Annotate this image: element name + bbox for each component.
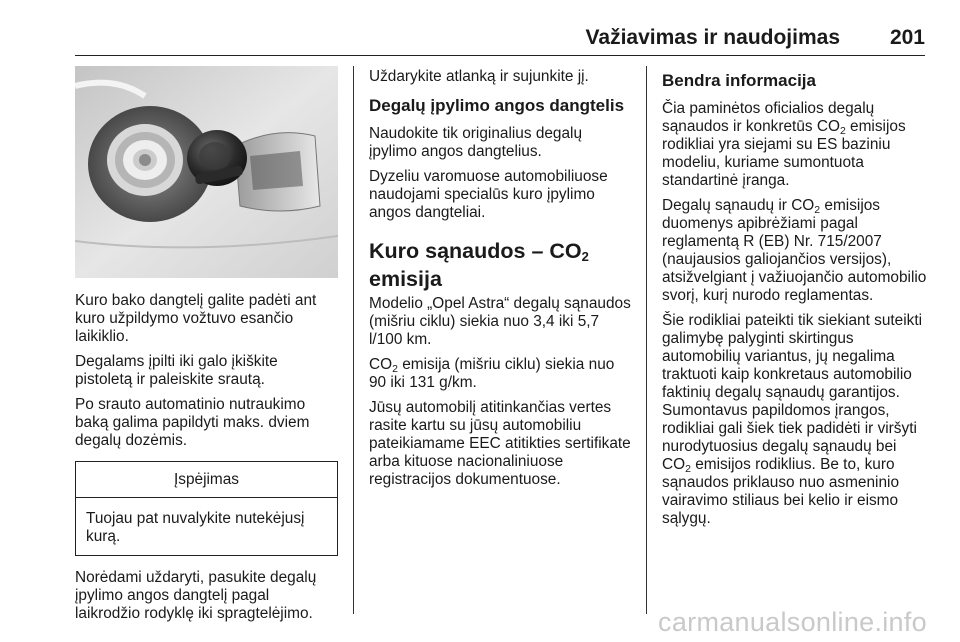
watermark: carmanualsonline.info <box>658 607 927 637</box>
warning-text: Tuojau pat nuvalykite nutekėjusį kurą. <box>86 510 305 545</box>
paragraph: Modelio „Opel Astra“ degalų sąnaudos (mišriu ciklu) siekia nuo 3,4 iki 5,7 l/100 km. <box>369 295 631 348</box>
fuel-filler-photo <box>75 66 338 278</box>
column-2 <box>369 68 634 496</box>
subheading-fuel-cap: Degalų įpylimo angos dangtelis <box>369 96 625 115</box>
paragraph: Čia paminėtos oficialios degalų sąnaudos ir konkretūs $CO_2$ emisijos rodikliai yra siejami su ES baziniu modeliu, kuriame sumontuota standartinė įranga. <box>662 100 906 189</box>
column-1 <box>75 292 338 630</box>
paragraph: Šie rodikliai pateikti tik siekiant suteikti galimybę palyginti skirtingus automobilių variantus, jų negalima traktuoti kaip konkretaus automobilio faktinių degalų sąnaudų garantijos. Sumontavus papildomos įrangos, rodikliai gali šiek tiek padidėti ir viršyti nurodytuosius degalų sąnaudų bei $CO_2$ emisijos rodiklius. Be to, kuro sąnaudos priklauso nuo asmeninio vairavimo stiliaus bei kelio ir eismo sąlygų. <box>662 312 923 527</box>
column-divider-left <box>353 66 354 614</box>
page-header <box>75 26 925 54</box>
paragraph: Norėdami uždaryti, pasukite degalų įpylimo angos dangtelį pagal laikrodžio rodyklę iki spragtelėjimo. <box>75 569 317 622</box>
column-divider-right <box>646 66 647 614</box>
paragraph: Uždarykite atlanką ir sujunkite jį. <box>369 68 589 85</box>
column-3 <box>662 68 927 535</box>
paragraph: Naudokite tik originalius degalų įpylimo angos dangtelius. <box>369 125 583 160</box>
subheading-general-info: Bendra informacija <box>662 71 816 90</box>
section-title: Važiavimas ir naudojimas <box>585 26 840 49</box>
paragraph: Po srauto automatinio nutraukimo baką galima papildyti maks. dviem degalų dozėmis. <box>75 396 310 449</box>
fuel-filler-illustration <box>75 66 338 278</box>
paragraph: Degalams įpilti iki galo įkiškite pistoletą ir paleiskite srautą. <box>75 353 278 388</box>
warning-title: Įspėjimas <box>76 462 337 498</box>
paragraph: $CO_2$ emisija (mišriu ciklu) siekia nuo 90 iki 131 g/km. <box>369 356 615 391</box>
paragraph: Kuro bako dangtelį galite padėti ant kuro užpildymo vožtuvo esančio laikiklio. <box>75 292 317 345</box>
page-number: 201 <box>889 26 925 49</box>
paragraph: Degalų sąnaudų ir $CO_2$ emisijos duomenys apibrėžiami pagal reglamentą R (EB) Nr. 715/2007 (naujausios galiojančios versijos), atsižvelgiant į važiuojančio automobilio svorį, kurį nurodo reglamentas. <box>662 197 927 304</box>
paragraph: Dyzeliu varomuose automobiliuose naudojami specialūs kuro įpylimo angos dangteliai. <box>369 168 608 221</box>
heading-fuel-consumption: Kuro sąnaudos – $CO_2$ emisija <box>369 239 589 291</box>
paragraph: Jūsų automobilį atitinkančias vertes rasite kartu su jūsų automobiliu pateikiamame EEC atitikties sertifikate arba kituose nacionaliniuose registracijos dokumentuose. <box>369 399 631 488</box>
warning-box <box>75 461 338 556</box>
header-rule <box>75 55 925 56</box>
